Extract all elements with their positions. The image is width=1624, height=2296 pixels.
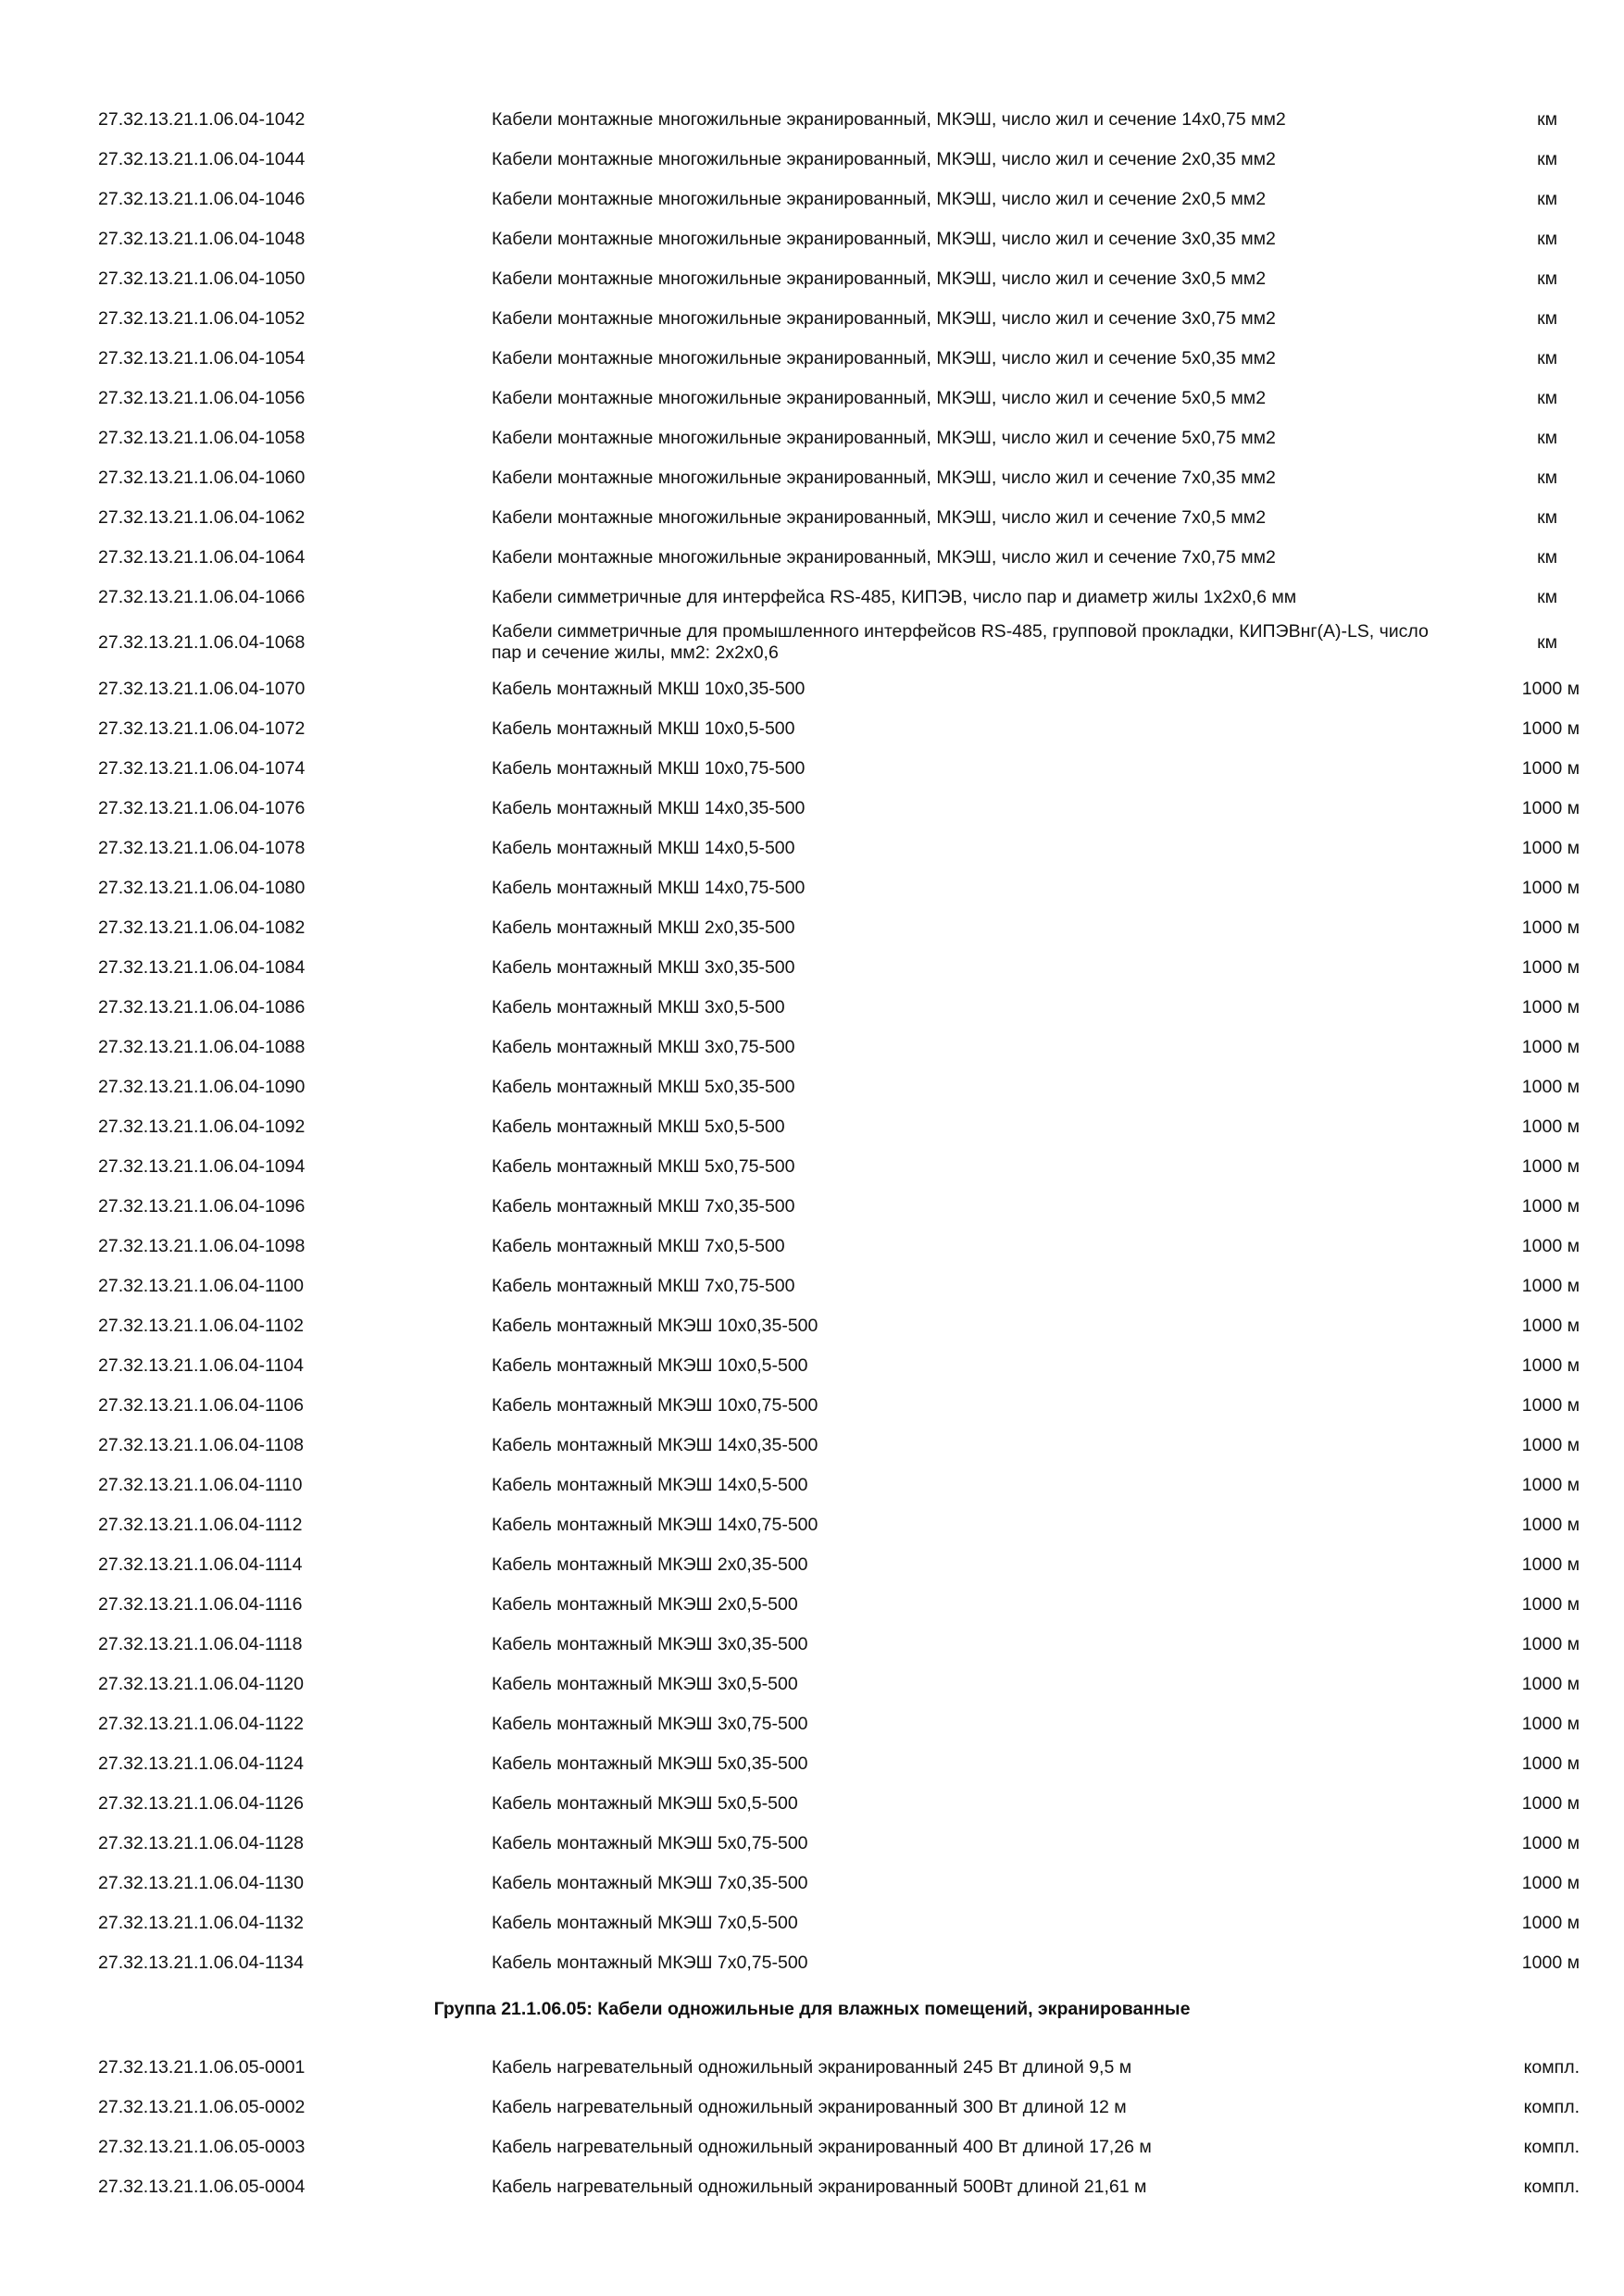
row-code: 27.32.13.21.1.06.04-1056 [98,388,306,408]
row-name: Кабели симметричные для интерфейса RS-485, КИПЭВ, число пар и диаметр жилы 1х2х0,6 мм [492,587,1297,607]
table-row [0,2048,1624,2088]
row-unit: 1000 м [1521,679,1580,699]
row-name: Кабель нагревательный одножильный экранированный 245 Вт длиной 9,5 м [492,2057,1132,2078]
row-code: 27.32.13.21.1.06.04-1096 [98,1196,306,1217]
row-code: 27.32.13.21.1.06.04-1080 [98,878,306,898]
row-name: Кабель монтажный МКЭШ 14х0,75-500 [492,1515,818,1535]
row-name: Кабель монтажный МКЭШ 5х0,75-500 [492,1833,808,1853]
table-row [0,1067,1624,1107]
row-name: Кабель монтажный МКЭШ 3х0,5-500 [492,1674,798,1694]
table-row [0,219,1624,259]
row-unit: 1000 м [1521,838,1580,858]
group-05-table [0,2048,1624,2207]
row-code: 27.32.13.21.1.06.04-1076 [98,798,306,818]
table-row [0,1187,1624,1227]
row-unit: 1000 м [1521,758,1580,779]
row-unit: км [1537,428,1557,448]
row-code: 27.32.13.21.1.06.04-1050 [98,268,306,289]
row-unit: км [1537,268,1557,289]
row-unit: км [1537,468,1557,488]
row-code: 27.32.13.21.1.06.04-1046 [98,189,306,209]
table-row [0,379,1624,418]
row-code: 27.32.13.21.1.06.04-1104 [98,1355,304,1376]
row-code: 27.32.13.21.1.06.04-1090 [98,1077,306,1097]
row-code: 27.32.13.21.1.06.04-1078 [98,838,306,858]
row-name: Кабель нагревательный одножильный экранированный 400 Вт длиной 17,26 м [492,2137,1152,2157]
row-unit: 1000 м [1521,1554,1580,1575]
row-name: Кабель монтажный МКЭШ 2х0,5-500 [492,1594,798,1615]
row-unit: км [1537,229,1557,249]
row-name: Кабели монтажные многожильные экранированный, МКЭШ, число жил и сечение 2х0,5 мм2 [492,189,1267,209]
row-name: Кабель монтажный МКЭШ 3х0,35-500 [492,1634,808,1654]
row-name: Кабель монтажный МКШ 14х0,5-500 [492,838,795,858]
row-name: Кабель монтажный МКЭШ 3х0,75-500 [492,1714,808,1734]
row-unit: км [1537,388,1557,408]
row-code: 27.32.13.21.1.06.04-1120 [98,1674,304,1694]
row-code: 27.32.13.21.1.06.04-1062 [98,507,306,528]
row-code: 27.32.13.21.1.06.04-1106 [98,1395,304,1416]
row-name: Кабель монтажный МКШ 10х0,5-500 [492,718,795,739]
table-row [0,1625,1624,1665]
group-04-table [0,100,1624,1983]
row-code: 27.32.13.21.1.06.04-1068 [98,632,306,653]
row-unit: 1000 м [1521,1913,1580,1933]
row-code: 27.32.13.21.1.06.05-0001 [98,2057,306,2078]
row-name: Кабель монтажный МКШ 2х0,35-500 [492,917,795,938]
row-code: 27.32.13.21.1.06.04-1058 [98,428,306,448]
row-code: 27.32.13.21.1.06.04-1072 [98,718,306,739]
row-unit: 1000 м [1521,1594,1580,1615]
row-unit: 1000 м [1521,1435,1580,1455]
row-name: Кабель монтажный МКЭШ 5х0,35-500 [492,1753,808,1774]
table-row [0,908,1624,948]
table-row [0,1346,1624,1386]
row-unit: 1000 м [1521,1156,1580,1177]
row-code: 27.32.13.21.1.06.04-1042 [98,109,306,130]
table-row [0,180,1624,219]
row-unit: 1000 м [1521,917,1580,938]
row-name: Кабель монтажный МКШ 14х0,35-500 [492,798,806,818]
row-code: 27.32.13.21.1.06.04-1118 [98,1634,303,1654]
row-unit: 1000 м [1521,1833,1580,1853]
row-name: Кабели монтажные многожильные экранированный, МКЭШ, число жил и сечение 5х0,75 мм2 [492,428,1276,448]
table-row [0,1267,1624,1306]
table-row [0,1903,1624,1943]
row-name: Кабели монтажные многожильные экранированный, МКЭШ, число жил и сечение 5х0,5 мм2 [492,388,1267,408]
table-row [0,868,1624,908]
row-unit: 1000 м [1521,1196,1580,1217]
row-unit: 1000 м [1521,997,1580,1017]
row-code: 27.32.13.21.1.06.04-1044 [98,149,306,169]
row-unit: км [1537,109,1557,130]
table-row [0,458,1624,498]
row-code: 27.32.13.21.1.06.04-1122 [98,1714,304,1734]
row-code: 27.32.13.21.1.06.04-1102 [98,1316,304,1336]
row-code: 27.32.13.21.1.06.04-1060 [98,468,306,488]
table-row [0,988,1624,1028]
row-unit: км [1537,149,1557,169]
row-code: 27.32.13.21.1.06.04-1108 [98,1435,304,1455]
table-row [0,140,1624,180]
row-unit: 1000 м [1521,1753,1580,1774]
row-unit: 1000 м [1521,1674,1580,1694]
table-row [0,618,1624,669]
row-unit: компл. [1523,2177,1580,2197]
table-row [0,1704,1624,1744]
row-code: 27.32.13.21.1.06.04-1086 [98,997,306,1017]
table-row [0,299,1624,339]
table-row [0,1943,1624,1983]
table-row [0,709,1624,749]
row-code: 27.32.13.21.1.06.04-1130 [98,1873,304,1893]
row-name: Кабель монтажный МКЭШ 7х0,5-500 [492,1913,798,1933]
row-name: Кабели монтажные многожильные экранированный, МКЭШ, число жил и сечение 5х0,35 мм2 [492,348,1276,368]
table-row [0,1306,1624,1346]
row-code: 27.32.13.21.1.06.04-1094 [98,1156,306,1177]
row-name: Кабель монтажный МКШ 7х0,5-500 [492,1236,785,1256]
row-code: 27.32.13.21.1.06.04-1066 [98,587,306,607]
row-code: 27.32.13.21.1.06.04-1092 [98,1117,306,1137]
table-row [0,1744,1624,1784]
row-name: Кабели монтажные многожильные экранированный, МКЭШ, число жил и сечение 3х0,35 мм2 [492,229,1276,249]
row-unit: 1000 м [1521,1714,1580,1734]
table-row [0,1505,1624,1545]
group-05-title: Группа 21.1.06.05: Кабели одножильные для влажных помещений, экранированные [433,1999,1191,2019]
row-name: Кабель монтажный МКШ 7х0,35-500 [492,1196,795,1217]
row-code: 27.32.13.21.1.06.04-1088 [98,1037,306,1057]
row-code: 27.32.13.21.1.06.04-1098 [98,1236,306,1256]
table-row [0,1107,1624,1147]
row-unit: 1000 м [1521,1276,1580,1296]
table-row [0,578,1624,618]
row-code: 27.32.13.21.1.06.04-1116 [98,1594,303,1615]
row-code: 27.32.13.21.1.06.04-1070 [98,679,306,699]
row-name: Кабель монтажный МКЭШ 10х0,35-500 [492,1316,818,1336]
table-row [0,1386,1624,1426]
row-code: 27.32.13.21.1.06.04-1074 [98,758,306,779]
row-unit: 1000 м [1521,798,1580,818]
table-row [0,1864,1624,1903]
row-name: Кабель монтажный МКЭШ 2х0,35-500 [492,1554,808,1575]
row-code: 27.32.13.21.1.06.04-1112 [98,1515,303,1535]
row-code: 27.32.13.21.1.06.04-1052 [98,308,306,329]
row-name: Кабели монтажные многожильные экранированный, МКЭШ, число жил и сечение 14х0,75 мм2 [492,109,1286,130]
row-name: Кабели монтажные многожильные экранированный, МКЭШ, число жил и сечение 7х0,5 мм2 [492,507,1267,528]
row-unit: 1000 м [1521,1077,1580,1097]
row-unit: компл. [1523,2137,1580,2157]
table-row [0,1824,1624,1864]
row-unit: км [1537,348,1557,368]
row-name: Кабель монтажный МКШ 10х0,35-500 [492,679,806,699]
row-unit: 1000 м [1521,878,1580,898]
row-name: Кабель монтажный МКШ 10х0,75-500 [492,758,806,779]
row-code: 27.32.13.21.1.06.04-1124 [98,1753,304,1774]
row-name: Кабель монтажный МКШ 5х0,5-500 [492,1117,785,1137]
row-unit: км [1537,308,1557,329]
row-name: Кабель монтажный МКЭШ 5х0,5-500 [492,1793,798,1814]
table-row [0,749,1624,789]
row-name: Кабель монтажный МКЭШ 7х0,75-500 [492,1953,808,1973]
table-row [0,100,1624,140]
row-code: 27.32.13.21.1.06.04-1132 [98,1913,304,1933]
row-name: Кабель монтажный МКШ 7х0,75-500 [492,1276,795,1296]
row-code: 27.32.13.21.1.06.04-1100 [98,1276,304,1296]
row-unit: компл. [1523,2057,1580,2078]
table-row [0,1466,1624,1505]
row-unit: 1000 м [1521,1515,1580,1535]
row-code: 27.32.13.21.1.06.04-1134 [98,1953,304,1973]
row-name: Кабели монтажные многожильные экранированный, МКЭШ, число жил и сечение 2х0,35 мм2 [492,149,1276,169]
row-name: Кабель монтажный МКЭШ 10х0,75-500 [492,1395,818,1416]
row-unit: 1000 м [1521,1037,1580,1057]
row-name: Кабель монтажный МКШ 14х0,75-500 [492,878,806,898]
row-name: Кабель нагревательный одножильный экранированный 300 Вт длиной 12 м [492,2097,1127,2117]
row-unit: 1000 м [1521,1953,1580,1973]
row-code: 27.32.13.21.1.06.04-1128 [98,1833,304,1853]
row-name: Кабель монтажный МКШ 3х0,35-500 [492,957,795,978]
row-name: Кабели симметричные для промышленного интерфейсов RS-485, групповой прокладки, КИПЭВнг(А)-LS, число пар и сечение жилы, мм2: 2х2х0,6 [492,621,1429,663]
row-unit: 1000 м [1521,1117,1580,1137]
row-name: Кабель монтажный МКЭШ 10х0,5-500 [492,1355,808,1376]
row-name: Кабель монтажный МКЭШ 14х0,35-500 [492,1435,818,1455]
row-unit: км [1537,632,1557,653]
row-code: 27.32.13.21.1.06.04-1110 [98,1475,303,1495]
table-row [0,789,1624,829]
row-code: 27.32.13.21.1.06.04-1054 [98,348,306,368]
table-row [0,339,1624,379]
row-unit: 1000 м [1521,1395,1580,1416]
row-name: Кабели монтажные многожильные экранированный, МКЭШ, число жил и сечение 7х0,75 мм2 [492,547,1276,568]
row-name: Кабель монтажный МКЭШ 7х0,35-500 [492,1873,808,1893]
row-unit: 1000 м [1521,718,1580,739]
row-code: 27.32.13.21.1.06.04-1048 [98,229,306,249]
table-row [0,1784,1624,1824]
row-code: 27.32.13.21.1.06.04-1114 [98,1554,303,1575]
table-row [0,2088,1624,2128]
row-unit: 1000 м [1521,1236,1580,1256]
table-row [0,538,1624,578]
row-code: 27.32.13.21.1.06.05-0002 [98,2097,306,2117]
row-unit: 1000 м [1521,1634,1580,1654]
row-unit: 1000 м [1521,1873,1580,1893]
row-name: Кабели монтажные многожильные экранированный, МКЭШ, число жил и сечение 7х0,35 мм2 [492,468,1276,488]
table-row [0,498,1624,538]
table-row [0,1585,1624,1625]
row-name: Кабель монтажный МКЭШ 14х0,5-500 [492,1475,808,1495]
table-row [0,1426,1624,1466]
row-name: Кабель монтажный МКШ 3х0,5-500 [492,997,785,1017]
row-unit: 1000 м [1521,1793,1580,1814]
row-code: 27.32.13.21.1.06.04-1084 [98,957,306,978]
table-row [0,1665,1624,1704]
row-unit: км [1537,587,1557,607]
row-code: 27.32.13.21.1.06.04-1064 [98,547,306,568]
table-row [0,1147,1624,1187]
table-row [0,2128,1624,2167]
row-unit: км [1537,189,1557,209]
row-unit: км [1537,507,1557,528]
row-code: 27.32.13.21.1.06.04-1082 [98,917,306,938]
table-row [0,2167,1624,2207]
table-row [0,948,1624,988]
table-row [0,1028,1624,1067]
row-name: Кабели монтажные многожильные экранированный, МКЭШ, число жил и сечение 3х0,5 мм2 [492,268,1267,289]
table-row [0,259,1624,299]
row-code: 27.32.13.21.1.06.05-0004 [98,2177,306,2197]
table-row [0,1227,1624,1267]
row-name: Кабель нагревательный одножильный экранированный 500Вт длиной 21,61 м [492,2177,1147,2197]
table-row [0,829,1624,868]
row-unit: 1000 м [1521,1316,1580,1336]
row-code: 27.32.13.21.1.06.04-1126 [98,1793,304,1814]
row-unit: компл. [1523,2097,1580,2117]
row-name: Кабель монтажный МКШ 5х0,75-500 [492,1156,795,1177]
table-row [0,669,1624,709]
row-code: 27.32.13.21.1.06.05-0003 [98,2137,306,2157]
table-row [0,1545,1624,1585]
row-unit: 1000 м [1521,957,1580,978]
row-unit: км [1537,547,1557,568]
table-row [0,418,1624,458]
row-name: Кабель монтажный МКШ 5х0,35-500 [492,1077,795,1097]
row-name: Кабель монтажный МКШ 3х0,75-500 [492,1037,795,1057]
row-unit: 1000 м [1521,1475,1580,1495]
row-unit: 1000 м [1521,1355,1580,1376]
row-name: Кабели монтажные многожильные экранированный, МКЭШ, число жил и сечение 3х0,75 мм2 [492,308,1276,329]
